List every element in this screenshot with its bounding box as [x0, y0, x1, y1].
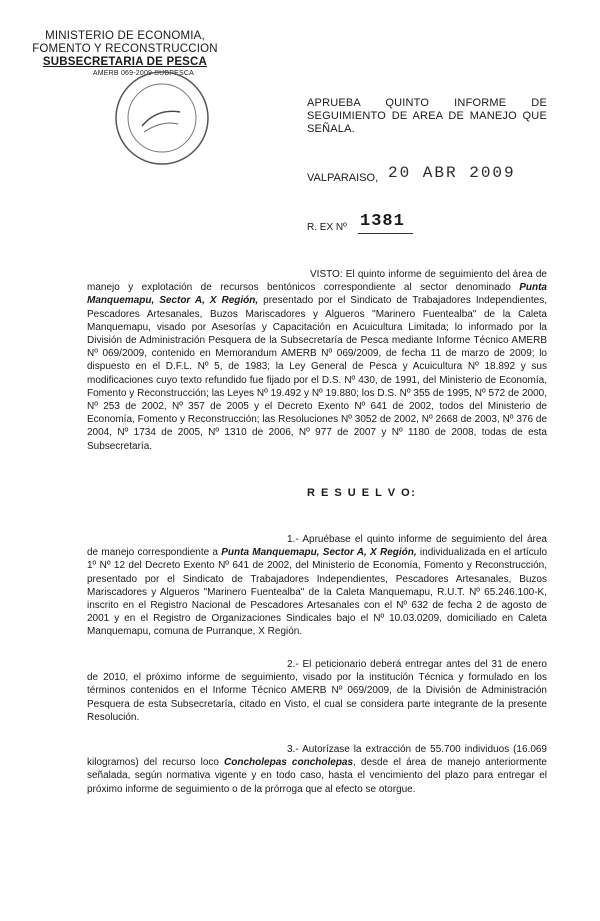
visto-text-end: presentado por el Sindicato de Trabajadores Independientes, Pescadores Artesanales, Buzos Mariscadores y Algueros "Marinero Fuentealba" de la Caleta Manquemapu, visado por Asesorías y Capacitación en Acuicultura Limitada; lo informado por la División de Administración Pesquera de la Subsecretaría de Pesca mediante Informe Técnico AMERB Nº 069/2009, contenido en Memorandum AMERB Nº 069/2009, de fecha 11 de marzo de 2009; lo dispuesto en el D.F.L. Nº 5, de 1983; la Ley General de Pesca y Acuicultura Nº 18.892 y sus modificaciones cuyo texto refundido fue fijado por el D.S. Nº 430, de 1991, del Ministerio de Economía, Fomento y Reconstrucción; las Leyes Nº 19.492 y Nº 19.880; los D.S. Nº 355 de 1995, Nº 572 de 2000, Nº 253 de 2002, Nº 357 de 2005 y el Decreto Exento Nº 641 de 2002, todos del Ministerio de Economía, Fomento y Reconstrucción; las Resoluciones Nº 3052 de 2002, Nº 2668 de 2003, Nº 376 de 2004, Nº 1734 de 2005, Nº 1310 de 2006, Nº 977 de 2007 y Nº 1180 de 2008, todas de esta Subsecretaría. — [87, 295, 547, 452]
reference-code: AMERB 069-2009 SUBPESCA — [92, 70, 194, 77]
subsecretaria-name: SUBSECRETARIA DE PESCA — [42, 56, 208, 68]
item-1-start: 1.- Apruébase el quinto informe de seguimiento del área de manejo correspondiente a — [87, 534, 547, 559]
item-1-end: individualizada en el artículo 1º Nº 12 del Decreto Exento Nº 641 de 2002, del Ministerio de Economía, Fomento y Reconstrucción, presentado por el Sindicato de Trabajadores Independientes, Pescadores Artesanales, Buzos Mariscadores y Algueros "Marinero Fuentealba" de la Caleta Manquemapu, R.U.T. Nº 65.246.100-K, inscrito en el Registro Nacional de Pescadores Artesanales con el Nº 632 de fecha 2 de agosto de 2001 y en el Registro de Organizaciones Sindicales bajo el Nº 10.03.0209, domiciliado en Caleta Manquemapu, comuna de Purranque, X Región. — [87, 547, 548, 638]
resolution-number: 1381 — [360, 212, 405, 231]
visto-place: Punta Manquemapu, Sector A, X Región, — [87, 282, 547, 307]
item-1 — [87, 533, 547, 639]
subject-line-1: APRUEBA QUINTO INFORME DE — [307, 97, 547, 109]
resuelvo-heading: R E S U E L V O: — [307, 487, 417, 499]
item-3 — [87, 743, 547, 796]
visto-text-start: VISTO: El quinto informe de seguimiento del área de manejo y explotación de recursos bentónicos correspondiente al sector denominado — [87, 269, 547, 294]
date-stamp: 20 ABR 2009 — [388, 164, 516, 182]
item-2 — [87, 658, 547, 724]
item-3-start: 3.- Autorízase la extracción de 55.700 individuos (16.069 kilogramos) del recurso loco — [87, 744, 547, 769]
item-3-species: Concholepas concholepas — [224, 757, 354, 769]
ministry-name-cont: FOMENTO Y RECONSTRUCCION — [32, 43, 218, 55]
ministry-name: MINISTERIO DE ECONOMIA, — [45, 30, 205, 42]
item-2-text: 2.- El peticionario deberá entregar antes del 31 de enero de 2010, el próximo informe de seguimiento, visado por la institución Técnica y formulado en los términos contenidos en el Informe Técnico AMERB Nº 069/2009, de la División de Administración Pesquera de esta Subsecretaría, citado en Visto, el cual se considera parte integrante de la presente Resolución. — [87, 659, 547, 723]
date-city: VALPARAISO, — [307, 172, 379, 184]
item-1-place: Punta Manquemapu, Sector A, X Región, — [221, 547, 417, 559]
visto-paragraph — [87, 268, 547, 453]
resolution-underline — [358, 233, 413, 234]
item-3-end: , desde el área de manejo anteriormente señalada, según normativa vigente y en todo caso, hasta el vencimiento del plazo para entregar el próximo informe de seguimiento o de la prórroga que al efecto se otorgue. — [87, 757, 547, 795]
official-seal — [112, 68, 212, 168]
resolution-subject — [307, 97, 547, 136]
subject-line-2: SEGUIMIENTO DE AREA DE MANEJO QUE SEÑALA. — [307, 110, 547, 135]
resolution-label: R. EX Nº — [307, 222, 347, 233]
